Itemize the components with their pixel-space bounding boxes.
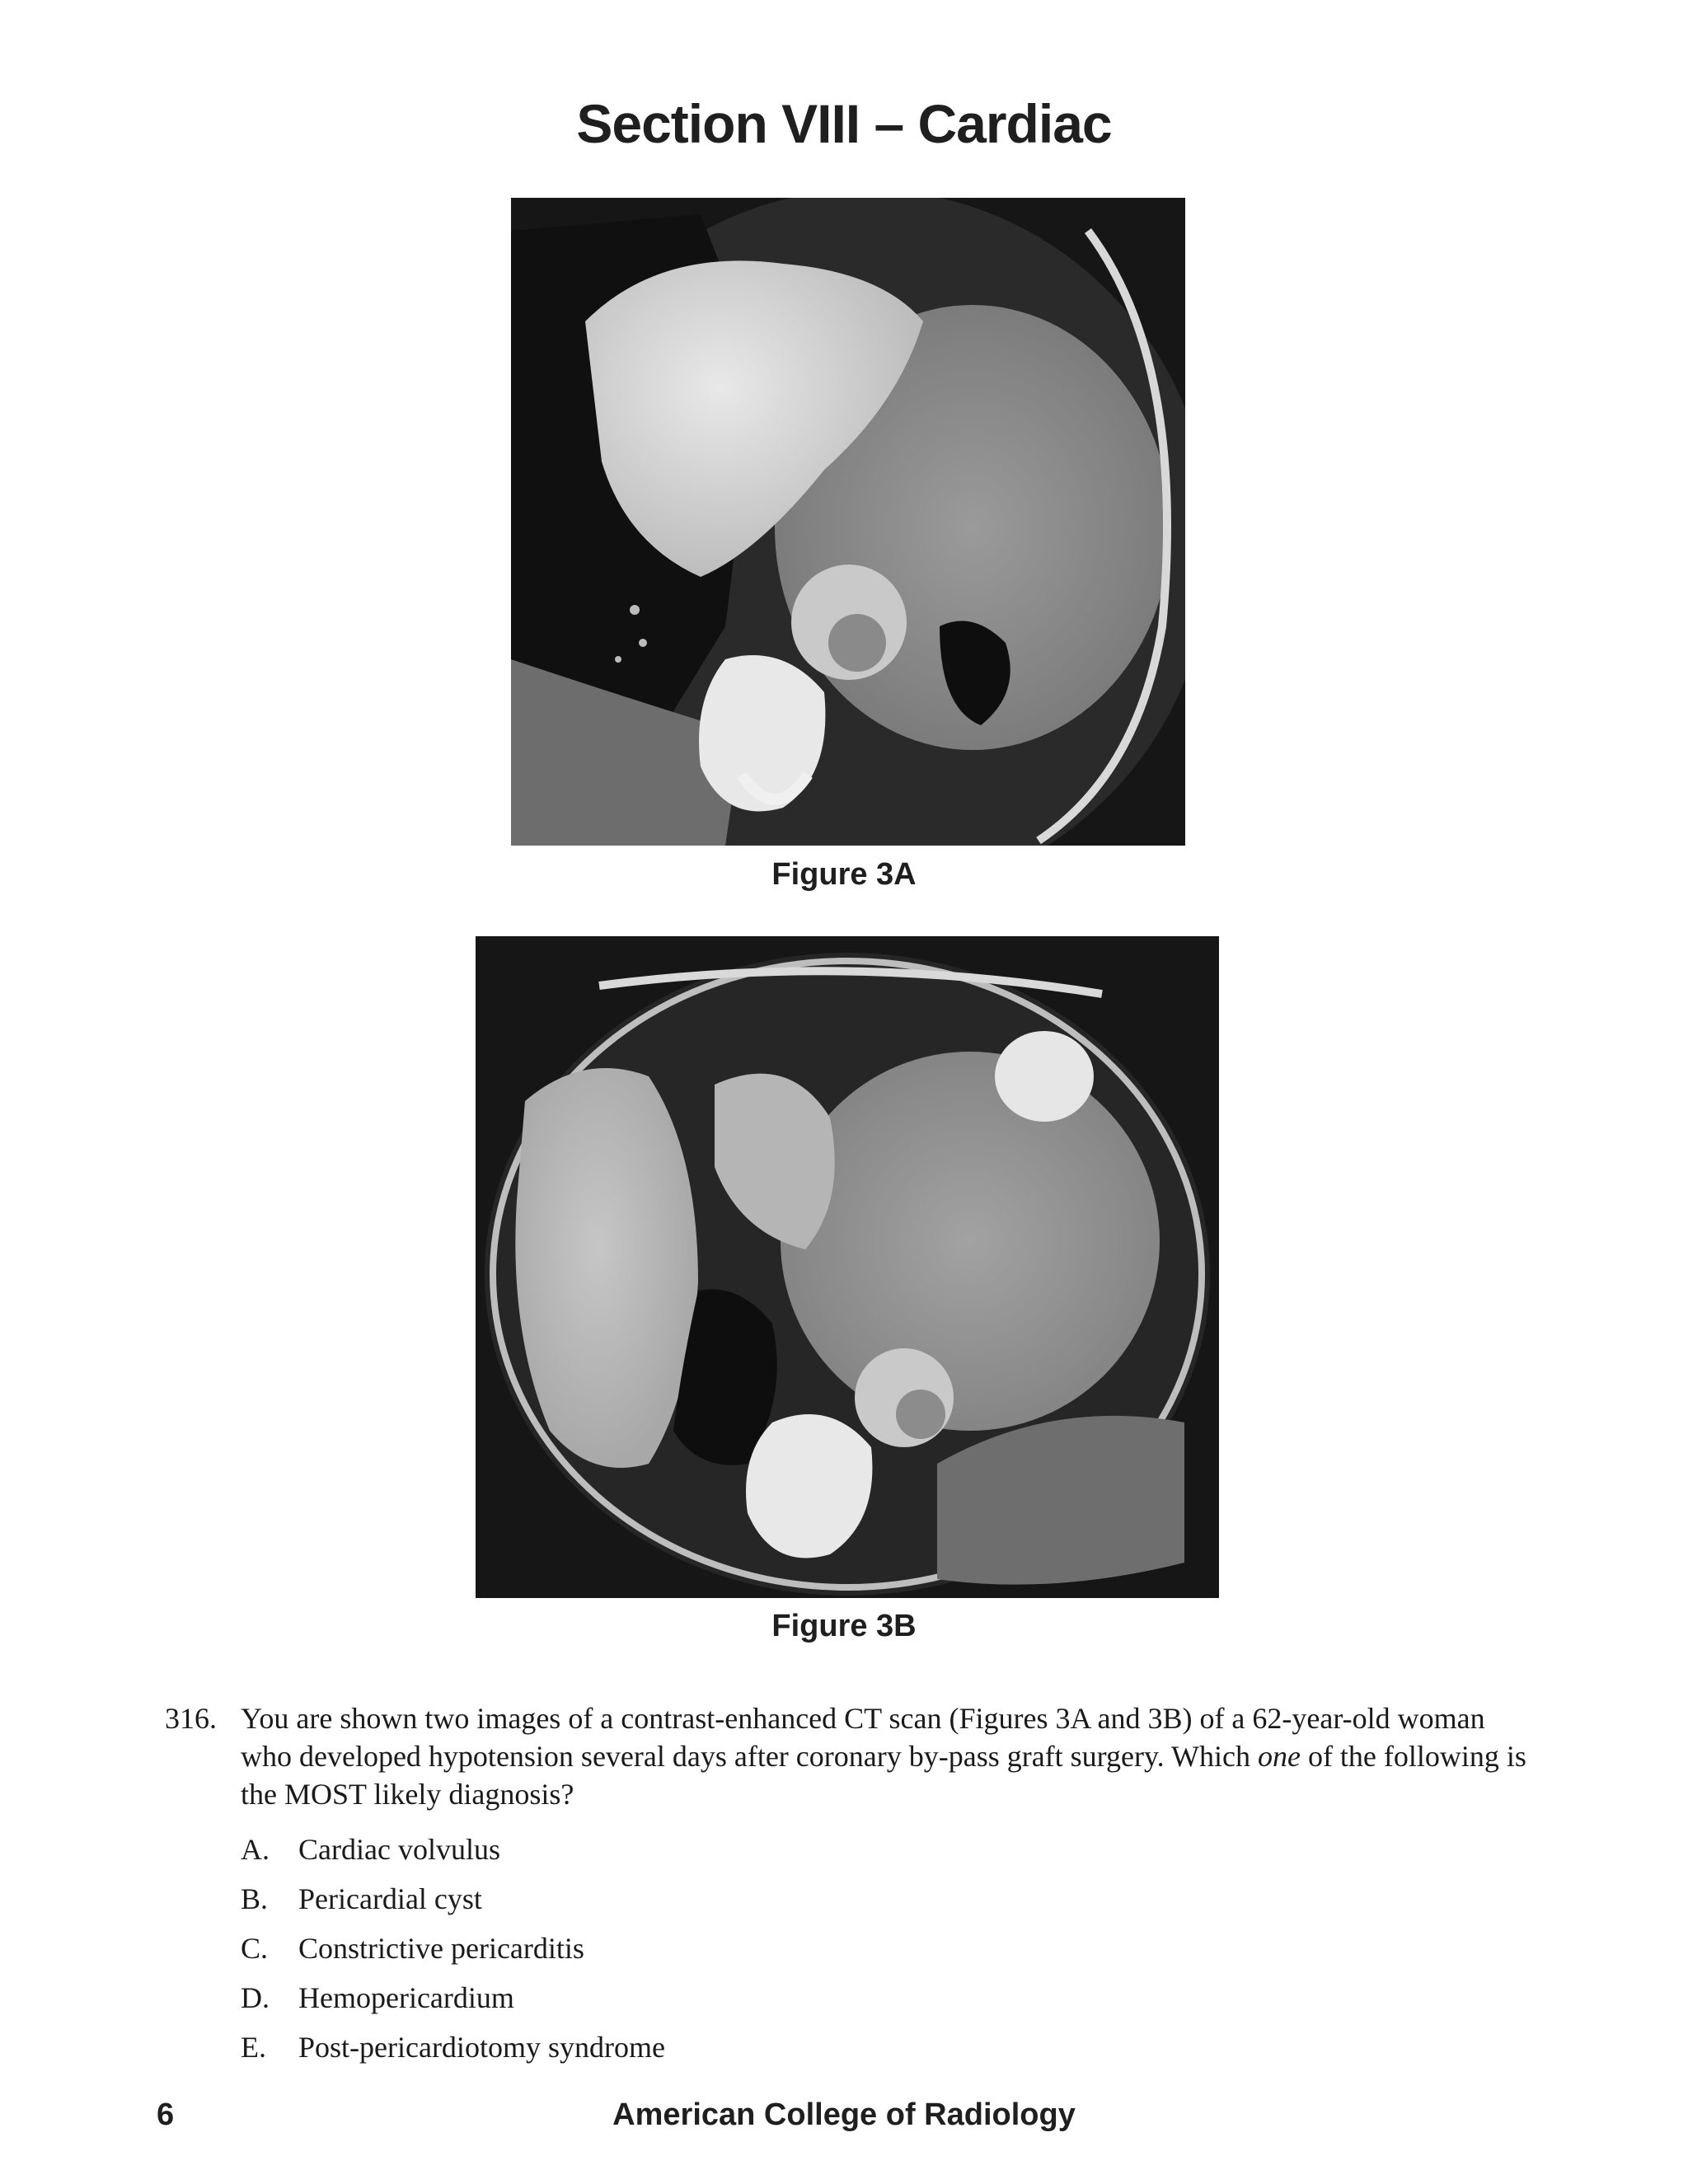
question-text-emphasis: one	[1257, 1740, 1301, 1773]
option-text: Post-pericardiotomy syndrome	[298, 2031, 665, 2064]
option-text: Hemopericardium	[298, 1981, 514, 2014]
question-text-after: of the following is the MOST likely diagnosis?	[241, 1740, 1526, 1811]
option-e	[241, 2022, 665, 2072]
question-text-before: You are shown two images of a contrast-enhanced CT scan (Figures 3A and 3B) of a 62-year-old woman who developed hypotension several days after coronary by-pass graft surgery. Which	[241, 1702, 1485, 1773]
option-text: Pericardial cyst	[298, 1882, 482, 1915]
ct-image-figure-3b	[476, 936, 1219, 1598]
option-letter: E.	[241, 2031, 266, 2064]
answer-options	[241, 1825, 665, 2072]
option-b	[241, 1874, 665, 1924]
ct-scan-3b-graphic	[476, 936, 1219, 1598]
section-title: Section VIII – Cardiac	[576, 93, 1112, 154]
option-letter: D.	[241, 1981, 270, 2014]
option-d	[241, 1973, 665, 2022]
ct-image-figure-3a	[511, 198, 1185, 846]
question-stem	[241, 1699, 1543, 1813]
figure-3a-caption: Figure 3A	[771, 857, 917, 892]
ct-scan-3a-graphic	[511, 198, 1185, 846]
page-number: 6	[157, 2097, 175, 2132]
option-text: Constrictive pericarditis	[298, 1932, 584, 1965]
figure-3b-caption: Figure 3B	[771, 1609, 917, 1643]
option-a	[241, 1825, 665, 1874]
option-letter: B.	[241, 1882, 269, 1915]
question-number: 316.	[165, 1702, 217, 1735]
option-letter: A.	[241, 1833, 270, 1866]
option-text: Cardiac volvulus	[298, 1833, 500, 1866]
option-letter: C.	[241, 1932, 269, 1965]
option-c	[241, 1924, 665, 1973]
footer-organization: American College of Radiology	[612, 2097, 1076, 2132]
